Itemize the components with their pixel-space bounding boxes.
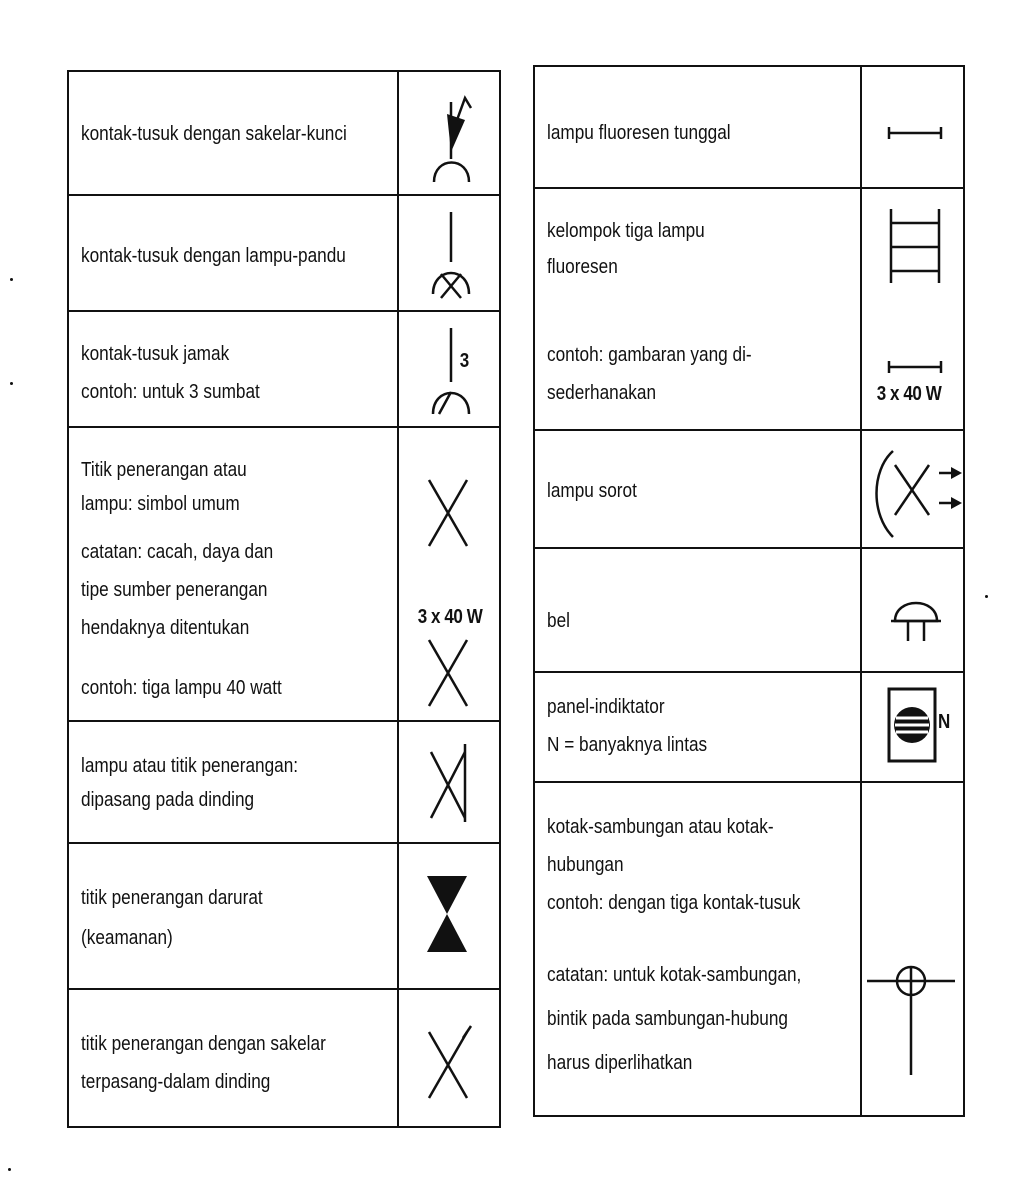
table-row bbox=[69, 722, 499, 844]
socket-pilot-lamp-icon bbox=[399, 198, 499, 310]
row-description: kelompok tiga lampu bbox=[547, 220, 705, 242]
scan-speck bbox=[10, 382, 13, 385]
table-row bbox=[535, 783, 963, 1119]
row-example: contoh: dengan tiga kontak-tusuk bbox=[547, 892, 801, 914]
table-row bbox=[69, 72, 499, 196]
row-description: N = banyaknya lintas bbox=[547, 734, 708, 756]
table-row bbox=[535, 673, 963, 783]
row-description: lampu fluoresen tunggal bbox=[547, 122, 731, 144]
row-description: terpasang-dalam dinding bbox=[81, 1071, 271, 1093]
table-row bbox=[69, 196, 499, 312]
table-row bbox=[535, 67, 963, 189]
scan-speck bbox=[985, 595, 988, 598]
row-example: contoh: untuk 3 sumbat bbox=[81, 381, 260, 403]
table-row bbox=[69, 428, 499, 722]
table-row bbox=[535, 431, 963, 549]
socket-key-switch-icon bbox=[399, 74, 499, 194]
row-description: (keamanan) bbox=[81, 927, 173, 949]
row-description: bel bbox=[547, 610, 570, 632]
row-description: lampu atau titik penerangan: bbox=[81, 755, 299, 777]
right-symbol-table bbox=[533, 65, 965, 1117]
spotlight-icon bbox=[865, 435, 965, 545]
table-row bbox=[535, 189, 963, 431]
row-note: tipe sumber penerangan bbox=[81, 579, 268, 601]
row-description: hubungan bbox=[547, 854, 624, 876]
row-description: titik penerangan dengan sakelar bbox=[81, 1033, 326, 1055]
three-fluorescent-lamps-icon bbox=[875, 203, 955, 287]
row-note: catatan: cacah, daya dan bbox=[81, 541, 274, 563]
bell-icon bbox=[881, 583, 951, 653]
simplified-fluorescent-lamp-icon bbox=[875, 355, 955, 379]
row-note: harus diperlihatkan bbox=[547, 1052, 693, 1074]
row-description: dipasang pada dinding bbox=[81, 789, 255, 811]
table-row bbox=[69, 312, 499, 428]
table-row bbox=[69, 844, 499, 990]
circuit-count-label: N bbox=[938, 711, 950, 733]
row-description: lampu sorot bbox=[547, 480, 637, 502]
row-note: hendaknya ditentukan bbox=[81, 617, 250, 639]
lighting-point-cross-icon bbox=[409, 474, 489, 554]
socket-count-label: 3 bbox=[459, 350, 469, 372]
row-example: sederhanakan bbox=[547, 382, 657, 404]
row-description: panel-indiktator bbox=[547, 696, 665, 718]
row-description: kontak-tusuk dengan sakelar-kunci bbox=[81, 123, 347, 145]
row-description: lampu: simbol umum bbox=[81, 493, 240, 515]
table-row bbox=[535, 549, 963, 673]
scan-speck bbox=[10, 278, 13, 281]
scan-speck bbox=[8, 1168, 11, 1171]
row-example: contoh: tiga lampu 40 watt bbox=[81, 677, 282, 699]
table-row bbox=[69, 990, 499, 1128]
left-symbol-table bbox=[67, 70, 501, 1128]
wattage-label: 3 x 40 W bbox=[417, 606, 483, 628]
row-description: kontak-tusuk dengan lampu-pandu bbox=[81, 245, 346, 267]
built-in-switch-light-icon bbox=[409, 1018, 489, 1108]
row-note: bintik pada sambungan-hubung bbox=[547, 1008, 788, 1030]
indicator-panel-icon bbox=[885, 685, 941, 765]
row-description: kontak-tusuk jamak bbox=[81, 343, 230, 365]
row-description: kotak-sambungan atau kotak- bbox=[547, 816, 774, 838]
row-example: contoh: gambaran yang di- bbox=[547, 344, 752, 366]
multiple-socket-icon bbox=[399, 314, 499, 426]
row-description: Titik penerangan atau bbox=[81, 459, 247, 481]
row-note: catatan: untuk kotak-sambungan, bbox=[547, 964, 802, 986]
emergency-light-icon bbox=[419, 872, 479, 956]
row-description: titik penerangan darurat bbox=[81, 887, 263, 909]
junction-box-icon bbox=[863, 953, 959, 1083]
wall-mounted-light-icon bbox=[409, 738, 489, 828]
row-description: fluoresen bbox=[547, 256, 618, 278]
lighting-point-cross-icon bbox=[409, 636, 489, 716]
wattage-label: 3 x 40 W bbox=[876, 383, 942, 405]
single-fluorescent-lamp-icon bbox=[875, 117, 955, 147]
